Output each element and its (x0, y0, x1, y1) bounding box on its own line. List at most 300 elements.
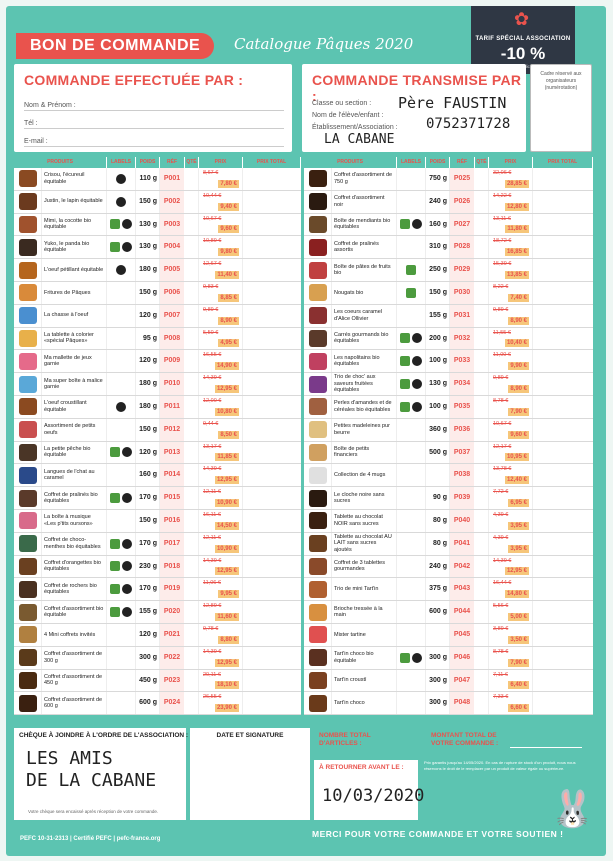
product-name: Tart'in choco bio équitable (332, 647, 397, 669)
quantity-field[interactable] (185, 191, 199, 213)
new-price: 10,40 € (506, 340, 527, 347)
table-header (304, 157, 593, 168)
product-name: Assortiment de petits oeufs (42, 419, 107, 441)
quantity-field[interactable] (185, 624, 199, 646)
order-sent-box (302, 64, 526, 152)
cheque-label: CHÈQUE À JOINDRE À L'ORDRE DE L'ASSOCIATION : (19, 732, 189, 739)
product-image-cell (304, 328, 332, 350)
total-field[interactable] (533, 236, 593, 258)
organic-label-icon (406, 265, 416, 275)
product-image (309, 262, 327, 279)
table-row (304, 419, 593, 442)
product-weight: 90 g (426, 487, 450, 509)
table-row (304, 692, 593, 715)
total-field[interactable] (533, 191, 593, 213)
total-field[interactable] (243, 373, 301, 395)
total-amount-field[interactable] (510, 740, 582, 748)
product-image-cell (304, 692, 332, 714)
price-cell (489, 282, 533, 304)
product-ref: P048 (450, 692, 475, 714)
total-field[interactable] (243, 647, 301, 669)
total-field[interactable] (243, 191, 301, 213)
quantity-field[interactable] (185, 487, 199, 509)
labels-cell (397, 328, 426, 350)
product-image-cell (14, 396, 42, 418)
total-field[interactable] (533, 578, 593, 600)
quantity-field[interactable] (475, 396, 489, 418)
new-price: 12,80 € (506, 203, 527, 210)
product-ref: P038 (450, 464, 475, 486)
price-cell (489, 692, 533, 714)
product-ref: P027 (450, 214, 475, 236)
cheque-note: Votre chèque sera encaissé après réception de votre commande. (28, 809, 159, 814)
product-image (19, 376, 37, 393)
new-price: 16,85 € (506, 249, 527, 256)
table-row (14, 214, 301, 237)
quantity-field[interactable] (475, 282, 489, 304)
product-image (309, 444, 327, 461)
product-name: Tablette au chocolat AU LAIT sans sucres ajoutés (332, 533, 397, 555)
quantity-field[interactable] (185, 214, 199, 236)
product-image (19, 490, 37, 507)
total-field[interactable] (533, 647, 593, 669)
header-ref: RÉF (160, 157, 185, 168)
product-image-cell (304, 510, 332, 532)
product-image (309, 284, 327, 301)
product-name: Carrés gourmands bio équitables (332, 328, 397, 350)
product-image (19, 307, 37, 324)
total-field[interactable] (243, 670, 301, 692)
quantity-field[interactable] (475, 578, 489, 600)
quantity-field[interactable] (475, 373, 489, 395)
quantity-field[interactable] (475, 236, 489, 258)
labels-cell (107, 556, 136, 578)
labels-cell (397, 578, 426, 600)
table-row (304, 624, 593, 647)
labels-cell (397, 510, 426, 532)
quantity-field[interactable] (475, 214, 489, 236)
new-price: 18,10 € (216, 682, 237, 689)
table-row (304, 556, 593, 579)
new-price: 10,90 € (216, 499, 237, 506)
quantity-field[interactable] (185, 168, 199, 190)
total-field[interactable] (533, 692, 593, 714)
total-field[interactable] (533, 601, 593, 623)
total-field[interactable] (243, 214, 301, 236)
quantity-field[interactable] (475, 350, 489, 372)
quantity-field[interactable] (475, 533, 489, 555)
new-price: 8,85 € (220, 294, 237, 301)
new-price: 23,90 € (216, 705, 237, 712)
product-image (19, 284, 37, 301)
quantity-field[interactable] (185, 328, 199, 350)
fairtrade-label-icon (122, 561, 132, 571)
quantity-field[interactable] (475, 191, 489, 213)
header-price: PRIX (199, 157, 243, 168)
total-field[interactable] (243, 556, 301, 578)
quantity-field[interactable] (185, 419, 199, 441)
total-field[interactable] (243, 487, 301, 509)
price-cell (199, 464, 243, 486)
total-field[interactable] (243, 442, 301, 464)
product-name: Coffret d'assortiment noir (332, 191, 397, 213)
product-image (309, 604, 327, 621)
quantity-field[interactable] (475, 464, 489, 486)
old-price: 14,39 € (203, 375, 222, 382)
product-ref: P028 (450, 236, 475, 258)
quantity-field[interactable] (475, 328, 489, 350)
product-image (309, 581, 327, 598)
new-price: 12,95 € (216, 477, 237, 484)
total-field[interactable] (533, 510, 593, 532)
total-field[interactable] (533, 442, 593, 464)
product-image-cell (14, 647, 42, 669)
email-field[interactable] (24, 146, 284, 147)
total-field[interactable] (243, 168, 301, 190)
old-price: 16,44 € (493, 580, 512, 587)
school-value[interactable]: LA CABANE (324, 132, 395, 147)
total-field[interactable] (243, 533, 301, 555)
product-image (19, 604, 37, 621)
header-ref: RÉF (450, 157, 475, 168)
quantity-field[interactable] (475, 510, 489, 532)
product-image-cell (14, 601, 42, 623)
product-weight: 80 g (426, 533, 450, 555)
product-name: L'oeuf pétillant équitable (42, 259, 107, 281)
product-image-cell (304, 214, 332, 236)
table-row (304, 396, 593, 419)
product-weight: 200 g (426, 328, 450, 350)
quantity-field[interactable] (185, 556, 199, 578)
school-label: Établissement/Association : (312, 124, 398, 131)
total-field[interactable] (533, 670, 593, 692)
cheque-value-1[interactable]: LES AMIS (26, 748, 113, 769)
quantity-field[interactable] (475, 487, 489, 509)
quantity-field[interactable] (185, 510, 199, 532)
quantity-field[interactable] (185, 373, 199, 395)
product-image-cell (304, 442, 332, 464)
old-price: 14,39 € (203, 557, 222, 564)
new-price: 7,80 € (220, 180, 237, 187)
table-row (304, 373, 593, 396)
organic-label-icon (110, 493, 120, 503)
new-price: 10,80 € (216, 408, 237, 415)
product-image (309, 535, 327, 552)
header-qty: QTÉ (475, 157, 489, 168)
product-weight: 95 g (136, 328, 160, 350)
quantity-field[interactable] (185, 670, 199, 692)
product-weight: 130 g (426, 373, 450, 395)
total-field[interactable] (533, 328, 593, 350)
organic-label-icon (110, 607, 120, 617)
product-image-cell (304, 601, 332, 623)
total-field[interactable] (533, 373, 593, 395)
new-price: 6,95 € (510, 499, 527, 506)
total-field[interactable] (243, 624, 301, 646)
date-signature-box[interactable] (190, 728, 310, 820)
price-cell (199, 419, 243, 441)
quantity-field[interactable] (185, 236, 199, 258)
table-row (304, 601, 593, 624)
new-price: 4,95 € (220, 340, 237, 347)
table-row (14, 556, 301, 579)
labels-cell (107, 533, 136, 555)
cheque-box (14, 728, 189, 820)
product-weight: 600 g (426, 601, 450, 623)
price-cell (489, 578, 533, 600)
old-price: 4,39 € (493, 511, 509, 518)
table-row (304, 236, 593, 259)
product-name: Coffret de pralinés assortis (332, 236, 397, 258)
product-image (309, 558, 327, 575)
total-field[interactable] (243, 419, 301, 441)
new-price: 7,90 € (510, 659, 527, 666)
labels-cell (397, 601, 426, 623)
table-row (304, 510, 593, 533)
labels-cell (107, 464, 136, 486)
labels-cell (107, 373, 136, 395)
total-field[interactable] (533, 305, 593, 327)
product-weight: 170 g (136, 533, 160, 555)
product-name: Collection de 4 mugs (332, 464, 397, 486)
total-field[interactable] (243, 328, 301, 350)
total-field[interactable] (243, 578, 301, 600)
legal-text: PEFC 10-31-2313 | Certifié PEFC | pefc-france.org (20, 836, 161, 842)
organic-label-icon (400, 653, 410, 663)
price-cell (199, 305, 243, 327)
total-amount-label: MONTANT TOTAL DE VOTRE COMMANDE : (431, 732, 499, 747)
old-price: 9,89 € (493, 375, 509, 382)
quantity-field[interactable] (185, 601, 199, 623)
price-cell (489, 419, 533, 441)
tel-field[interactable] (24, 128, 284, 129)
total-field[interactable] (243, 282, 301, 304)
new-price: 28,85 € (506, 180, 527, 187)
quantity-field[interactable] (185, 442, 199, 464)
labels-cell (397, 236, 426, 258)
total-field[interactable] (533, 214, 593, 236)
organic-label-icon (400, 379, 410, 389)
product-name: Boîte de pâtes de fruits bio (332, 259, 397, 281)
organic-label-icon (110, 561, 120, 571)
total-field[interactable] (243, 396, 301, 418)
quantity-field[interactable] (475, 259, 489, 281)
product-weight: 155 g (136, 601, 160, 623)
quantity-field[interactable] (475, 556, 489, 578)
product-ref: P025 (450, 168, 475, 190)
labels-cell (397, 487, 426, 509)
total-field[interactable] (243, 464, 301, 486)
total-field[interactable] (533, 282, 593, 304)
product-image (19, 535, 37, 552)
total-field[interactable] (243, 692, 301, 714)
product-name: L'oeuf croustillant équitable (42, 396, 107, 418)
total-field[interactable] (533, 624, 593, 646)
price-cell (489, 259, 533, 281)
table-row (14, 670, 301, 693)
old-price: 16,11 € (203, 511, 221, 518)
new-price: 11,60 € (217, 613, 237, 620)
old-price: 32,06 € (493, 170, 512, 176)
new-price: 8,50 € (220, 431, 237, 438)
product-weight (426, 624, 450, 646)
quantity-field[interactable] (185, 464, 199, 486)
quantity-field[interactable] (475, 305, 489, 327)
product-image-cell (304, 670, 332, 692)
total-field[interactable] (243, 350, 301, 372)
product-name: Crisou, l'écureuil équitable (42, 168, 107, 190)
product-image (309, 376, 327, 393)
quantity-field[interactable] (475, 670, 489, 692)
product-image-cell (304, 624, 332, 646)
cheque-value-2[interactable]: DE LA CABANE (26, 770, 157, 791)
table-row (14, 624, 301, 647)
product-ref: P010 (160, 373, 185, 395)
price-cell (489, 214, 533, 236)
product-ref: P045 (450, 624, 475, 646)
total-field[interactable] (533, 419, 593, 441)
product-image-cell (14, 692, 42, 714)
product-ref: P043 (450, 578, 475, 600)
table-row (14, 419, 301, 442)
product-image (19, 239, 37, 256)
quantity-field[interactable] (185, 533, 199, 555)
total-field[interactable] (533, 464, 593, 486)
product-ref: P017 (160, 533, 185, 555)
total-field[interactable] (533, 350, 593, 372)
table-row (304, 647, 593, 670)
product-weight: 500 g (426, 442, 450, 464)
new-price: 8,90 € (510, 317, 527, 324)
table-row (14, 533, 301, 556)
product-ref: P026 (450, 191, 475, 213)
product-name: Coffret d'orangettes bio équitables (42, 556, 107, 578)
totals-row (314, 728, 593, 754)
product-name: Le cloche noire sans sucres (332, 487, 397, 509)
product-weight: 130 g (136, 214, 160, 236)
old-price: 9,83 € (203, 283, 219, 290)
labels-cell (397, 419, 426, 441)
quantity-field[interactable] (185, 578, 199, 600)
product-image-cell (304, 191, 332, 213)
price-cell (199, 692, 243, 714)
quantity-field[interactable] (185, 282, 199, 304)
product-name: Mister tartine (332, 624, 397, 646)
product-ref: P041 (450, 533, 475, 555)
old-price: 7,72 € (493, 489, 509, 496)
product-image (309, 193, 327, 210)
old-price: 13,17 € (203, 443, 222, 450)
product-image (19, 444, 37, 461)
product-name: Fritures de Pâques (42, 282, 107, 304)
product-image-cell (14, 259, 42, 281)
page-title: BON DE COMMANDE (30, 37, 201, 54)
quantity-field[interactable] (475, 624, 489, 646)
quantity-field[interactable] (185, 350, 199, 372)
quantity-field[interactable] (185, 305, 199, 327)
quantity-field[interactable] (475, 168, 489, 190)
products-table-right (304, 157, 593, 715)
quantity-field[interactable] (185, 647, 199, 669)
old-price: 5,50 € (203, 329, 219, 336)
quantity-field[interactable] (475, 647, 489, 669)
old-price: 9,89 € (203, 306, 219, 313)
quantity-field[interactable] (475, 692, 489, 714)
total-field[interactable] (533, 259, 593, 281)
product-image (19, 695, 37, 712)
total-field[interactable] (243, 510, 301, 532)
product-ref: P016 (160, 510, 185, 532)
product-weight: 300 g (426, 670, 450, 692)
new-price: 9,80 € (220, 249, 237, 256)
total-field[interactable] (533, 487, 593, 509)
fairtrade-label-icon (122, 242, 132, 252)
fairtrade-label-icon (122, 219, 132, 229)
name-field[interactable] (24, 110, 284, 111)
quantity-field[interactable] (185, 259, 199, 281)
product-image (19, 262, 37, 279)
product-ref: P024 (160, 692, 185, 714)
table-row (14, 510, 301, 533)
labels-cell (107, 692, 136, 714)
product-name: Coffret d'assortiment de 450 g (42, 670, 107, 692)
total-field[interactable] (243, 305, 301, 327)
return-value[interactable]: 10/03/2020 (322, 786, 425, 806)
quantity-field[interactable] (185, 692, 199, 714)
total-field[interactable] (533, 533, 593, 555)
table-row (14, 305, 301, 328)
product-ref: P020 (160, 601, 185, 623)
old-price: 5,56 € (493, 603, 509, 610)
organic-label-icon (110, 219, 120, 229)
product-image-cell (304, 350, 332, 372)
labels-cell (397, 214, 426, 236)
new-price: 6,60 € (510, 705, 527, 712)
product-ref: P003 (160, 214, 185, 236)
total-field[interactable] (533, 168, 593, 190)
total-field[interactable] (533, 556, 593, 578)
table-row (14, 487, 301, 510)
product-ref: P034 (450, 373, 475, 395)
quantity-field[interactable] (185, 396, 199, 418)
quantity-field[interactable] (475, 442, 489, 464)
total-field[interactable] (243, 259, 301, 281)
product-image-cell (14, 282, 42, 304)
quantity-field[interactable] (475, 601, 489, 623)
quantity-field[interactable] (475, 419, 489, 441)
total-items-label: NOMBRE TOTAL D'ARTICLES : (319, 732, 371, 747)
total-field[interactable] (243, 236, 301, 258)
table-row (304, 464, 593, 487)
product-image (309, 695, 327, 712)
product-ref: P029 (450, 259, 475, 281)
old-price: 10,67 € (493, 420, 512, 427)
product-name: Tart'in choco (332, 692, 397, 714)
product-ref: P019 (160, 578, 185, 600)
product-weight: 170 g (136, 578, 160, 600)
phone-value[interactable]: 0752371728 (426, 116, 511, 132)
product-weight: 150 g (426, 282, 450, 304)
tel-label: Tél : (24, 120, 38, 127)
organic-label-icon (400, 356, 410, 366)
price-cell (489, 510, 533, 532)
product-name: Coffret d'assortiment de 300 g (42, 647, 107, 669)
student-value[interactable]: Père FAUSTIN (398, 94, 507, 112)
new-price: 12,95 € (216, 385, 237, 392)
total-field[interactable] (243, 601, 301, 623)
total-field[interactable] (533, 396, 593, 418)
return-label: À RETOURNER AVANT LE : (319, 764, 404, 771)
